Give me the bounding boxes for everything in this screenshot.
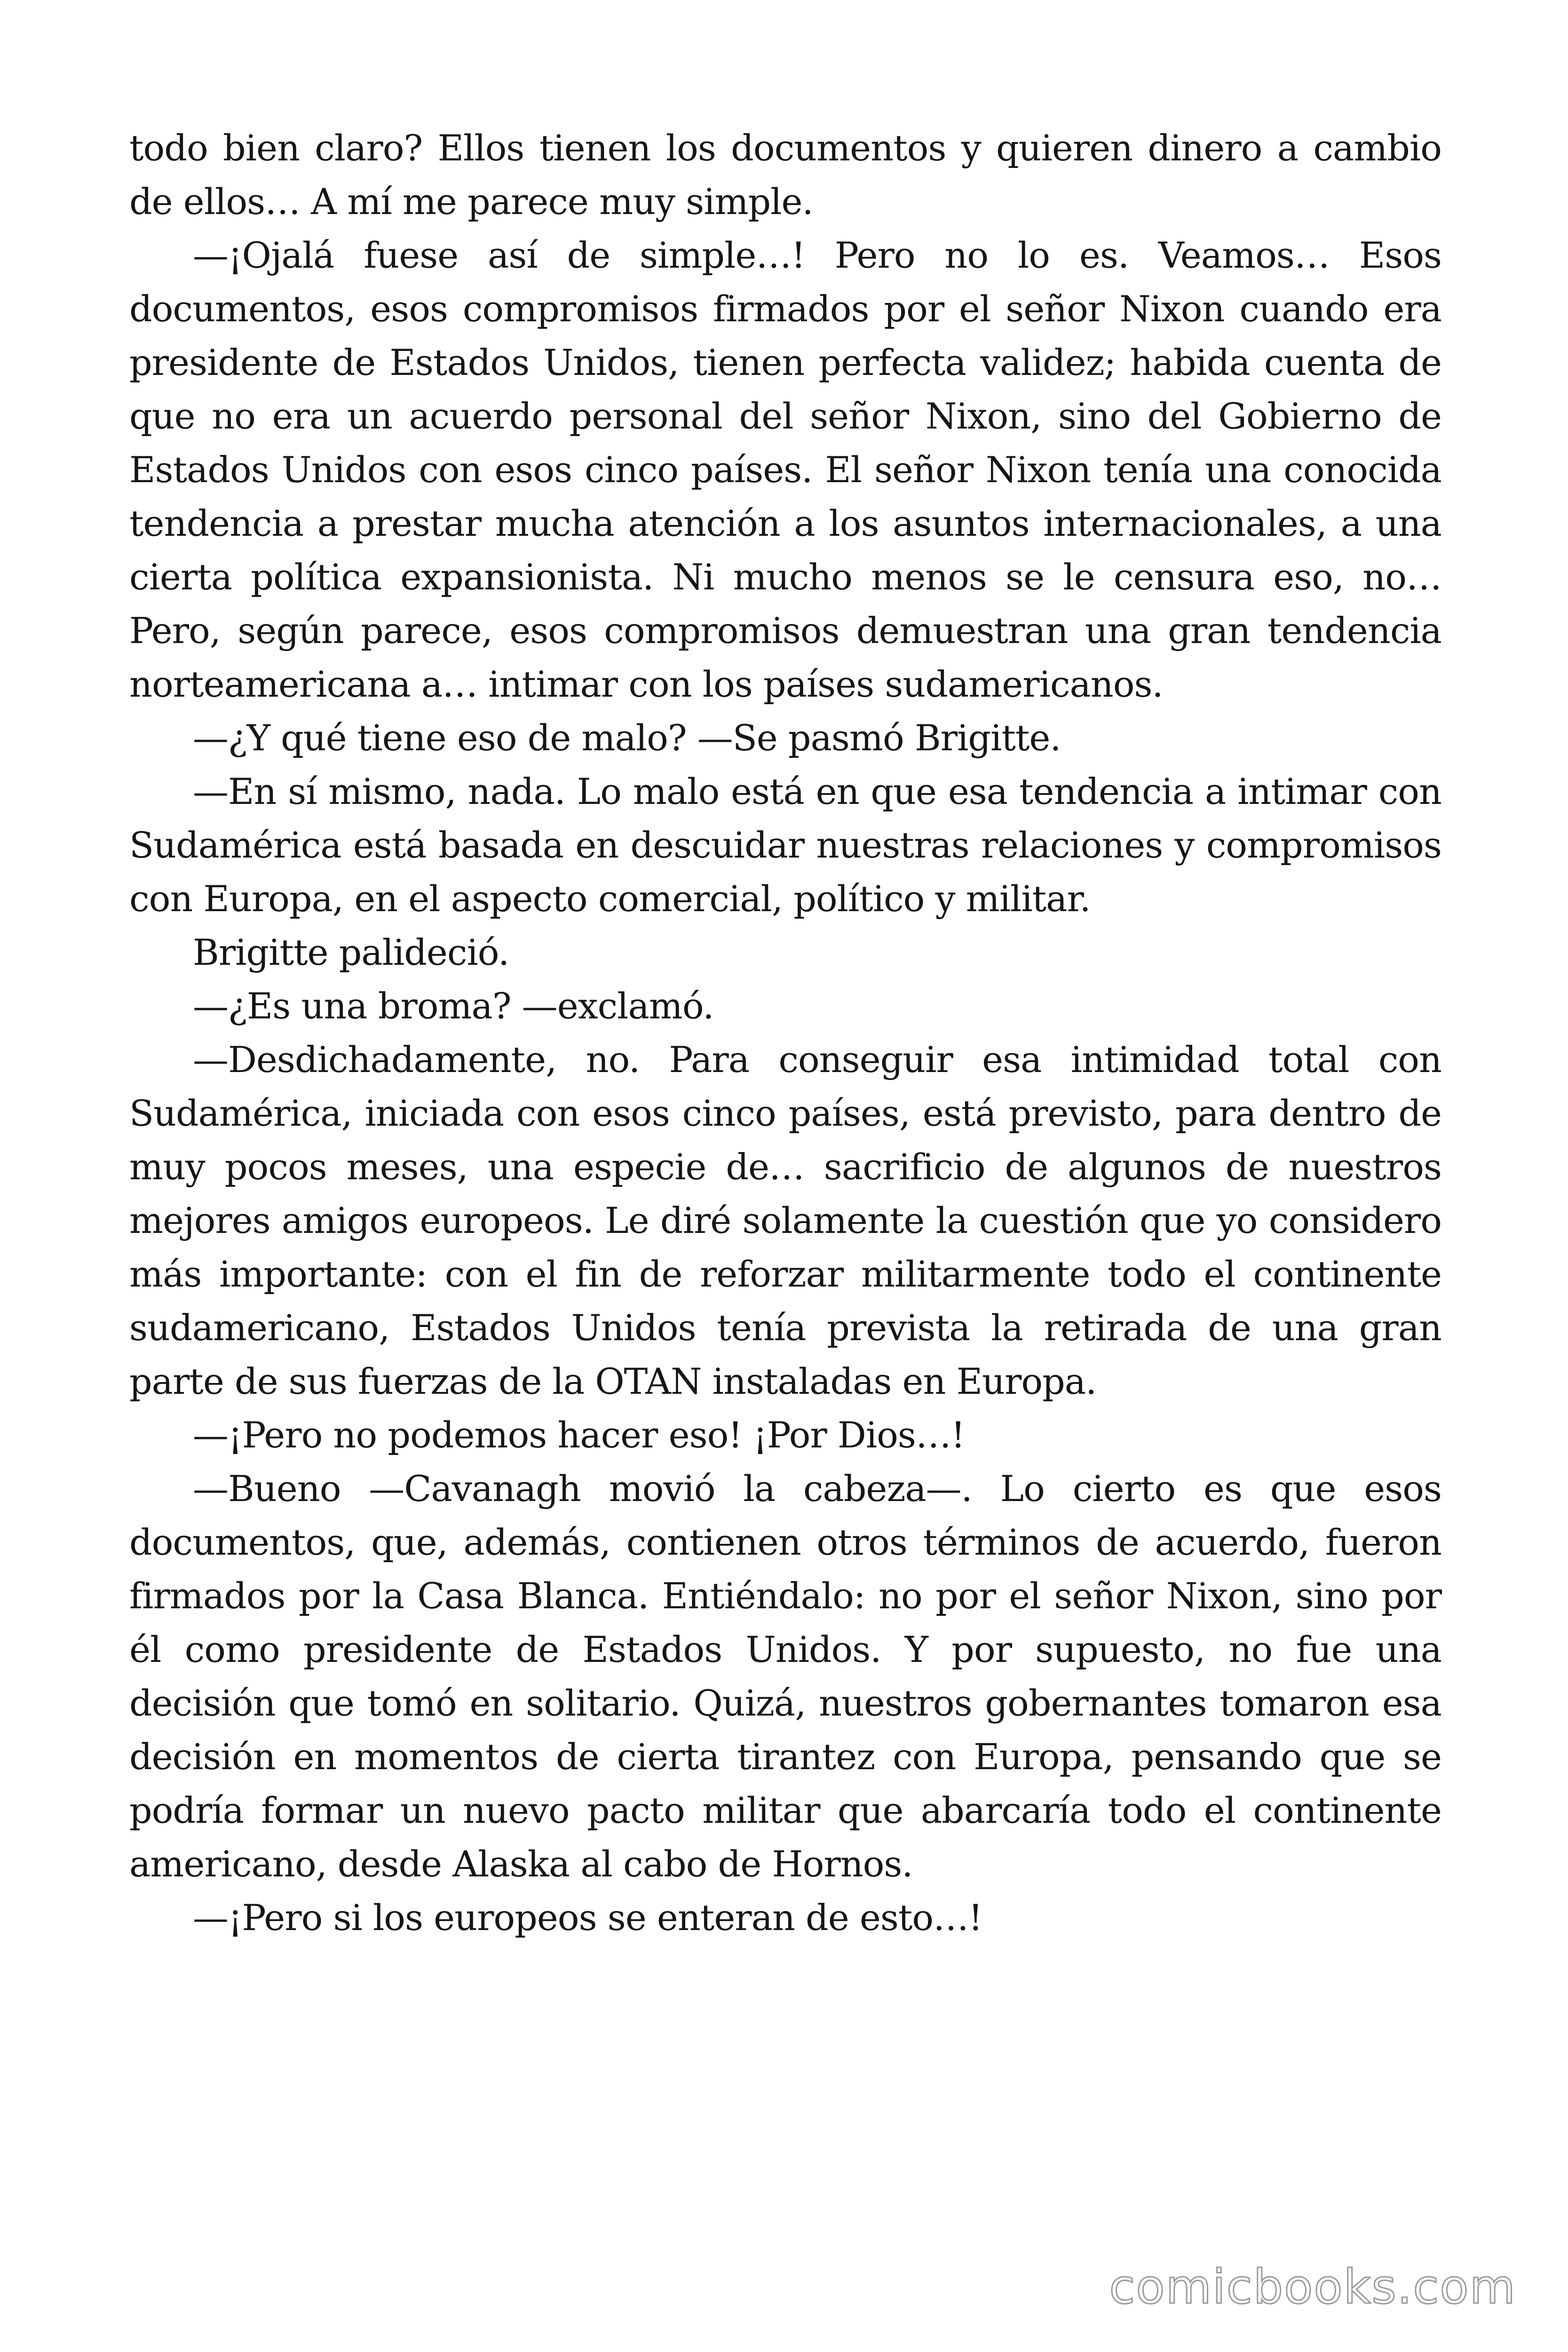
paragraph-10: —¡Pero si los europeos se enteran de esto…! (193, 1897, 982, 1939)
paragraph-2: —¡Ojalá fuese así de simple…! Pero no lo es. Veamos… Esos documentos, esos compromisos firmados por el señor Nixon cuando era presidente de Estados Unidos, tienen perfecta validez; habida cuenta de que no era un acuerdo personal del señor Nixon, sino del Gobierno de Estados Unidos con esos cinco países. El señor Nixon tenía una conocida tendencia a prestar mucha atención a los asuntos internacionales, a una cierta política expansionista. Ni mucho menos se le censura eso, no… Pero, según parece, esos compromisos demuestran una gran tendencia norteamericana a… intimar con los países sudamericanos. (129, 234, 1441, 705)
paragraph-4: —En sí mismo, nada. Lo malo está en que esa tendencia a intimar con Sudamérica está basada en descuidar nuestras relaciones y compromisos con Europa, en el aspecto comercial, político y militar. (129, 771, 1441, 920)
paragraph-5: Brigitte palideció. (193, 931, 509, 973)
paragraph-6: —¿Es una broma? —exclamó. (193, 985, 714, 1027)
paragraph-8: —¡Pero no podemos hacer eso! ¡Por Dios…! (193, 1414, 965, 1456)
paragraph-9: —Bueno —Cavanagh movió la cabeza—. Lo cierto es que esos documentos, que, además, contienen otros términos de acuerdo, fueron firmados por la Casa Blanca. Entiéndalo: no por el señor Nixon, sino por él como presidente de Estados Unidos. Y por supuesto, no fue una decisión que tomó en solitario. Quizá, nuestros gobernantes tomaron esa decisión en momentos de cierta tirantez con Europa, pensando que se podría formar un nuevo pacto militar que abarcaría todo el continente americano, desde Alaska al cabo de Hornos. (129, 1468, 1441, 1885)
paragraph-7: —Desdichadamente, no. Para conseguir esa intimidad total con Sudamérica, iniciada con esos cinco países, está previsto, para dentro de muy pocos meses, una especie de… sacrificio de algunos de nuestros mejores amigos europeos. Le diré solamente la cuestión que yo considero más importante: con el fin de reforzar militarmente todo el continente sudamericano, Estados Unidos tenía prevista la retirada de una gran parte de sus fuerzas de la OTAN instaladas en Europa. (129, 1039, 1441, 1402)
watermark: comicbooks.com (1109, 2259, 1516, 2314)
page-body (129, 121, 1441, 1945)
paragraph-1: todo bien claro? Ellos tienen los documentos y quieren dinero a cambio de ellos… A mí me parece muy simple. (129, 127, 1441, 222)
paragraph-3: —¿Y qué tiene eso de malo? —Se pasmó Brigitte. (193, 717, 1061, 759)
